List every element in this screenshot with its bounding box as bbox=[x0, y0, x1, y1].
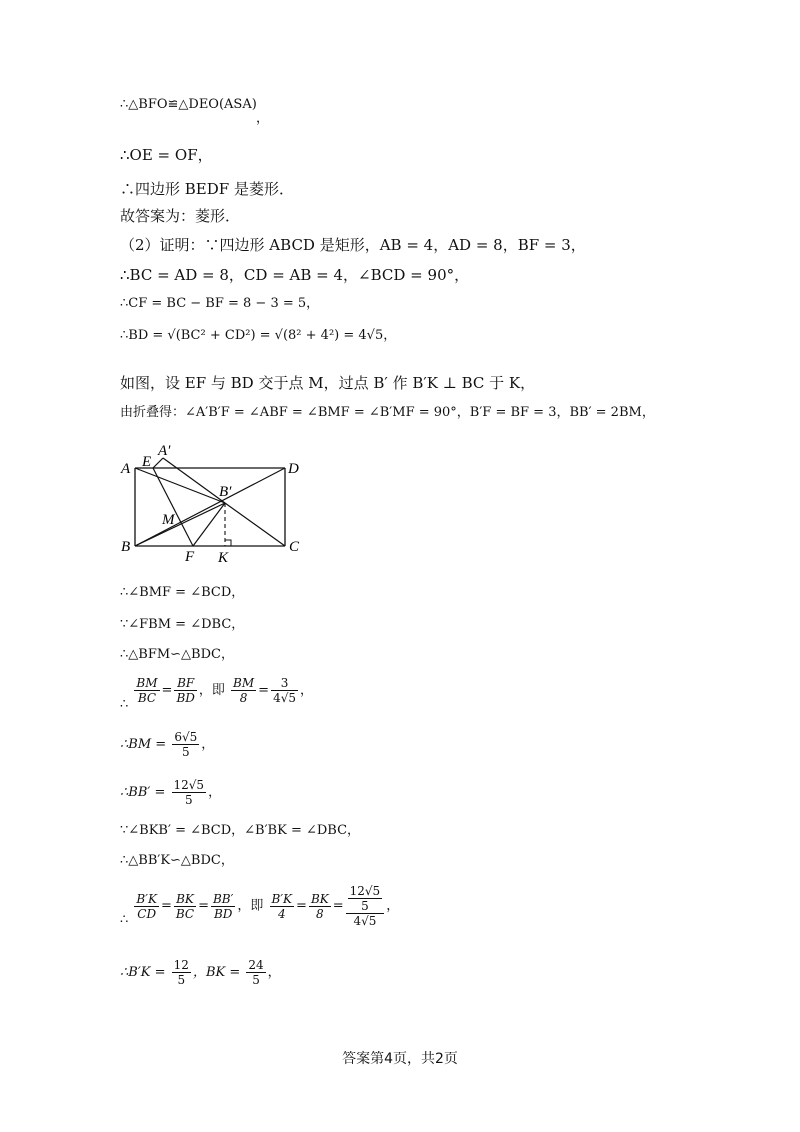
frac-bm-bc: $\frac{BM}{BC}$ bbox=[136, 676, 158, 705]
line-6: ∴BC = AD = 8，CD = AB = 4，∠BCD = 90°， bbox=[120, 266, 470, 284]
page-footer: 答案第4页，共2页 bbox=[342, 1051, 458, 1067]
line-17: ∵∠BKB′ = ∠BCD，∠B′BK = ∠DBC， bbox=[120, 823, 361, 838]
line-4: 故答案为：菱形． bbox=[120, 207, 241, 225]
line-14: ∴ $\frac{BM}{BC}$ = $\frac{BF}{BD}$ ，即 $\frac{BM}{8}$ = $\frac{3}{4√5}$ ， bbox=[120, 676, 313, 712]
segment-b1c bbox=[225, 503, 285, 546]
line-20: ∴B′K = $\frac{12}{5}$ ，BK = $\frac{24}{5}$ ， bbox=[120, 958, 281, 987]
frac-complex: $\frac{\frac{12√5}{5}}{4√5}$ bbox=[346, 884, 385, 928]
frac-bk-value: $\frac{12}{5}$ bbox=[173, 958, 189, 987]
label-d: D bbox=[288, 461, 299, 477]
label-e: E bbox=[142, 454, 152, 470]
line-15: ∴BM = $\frac{6√5}{5}$ ， bbox=[120, 730, 215, 759]
frac-bk-bc: $\frac{BK}{BC}$ bbox=[175, 891, 195, 921]
line-1: ∴△BFO≌△DEO(ASA) bbox=[120, 97, 257, 112]
frac-bf-bd: $\frac{BF}{BD}$ bbox=[176, 676, 195, 705]
line-10: 由折叠得：∠A′B′F = ∠ABF = ∠BMF = ∠B′MF = 90°，B′F = BF = 3，BB′ = 2BM， bbox=[120, 405, 655, 420]
label-b: B bbox=[121, 539, 131, 555]
line-9: 如图，设 EF 与 BD 交于点 M，过点 B′ 作 B′K ⊥ BC 于 K， bbox=[120, 374, 536, 392]
label-b1: B′ bbox=[219, 484, 232, 500]
line-11: ∴∠BMF = ∠BCD， bbox=[120, 585, 245, 600]
line-8: ∴BD = √(BC² + CD²) = √(8² + 4²) = 4√5， bbox=[120, 328, 397, 343]
label-a: A bbox=[121, 461, 131, 477]
segment-ab1 bbox=[135, 468, 225, 503]
frac-bk-cd: $\frac{B'K}{CD}$ bbox=[136, 891, 157, 921]
frac-bk2-value: $\frac{24}{5}$ bbox=[248, 958, 264, 987]
label-a1: A′ bbox=[158, 443, 171, 459]
frac-bk-4: $\frac{B'K}{4}$ bbox=[271, 891, 293, 921]
line-13: ∴△BFM∽△BDC， bbox=[120, 647, 234, 662]
segment-a1-b1 bbox=[163, 458, 225, 503]
segment-e-a1 bbox=[153, 458, 163, 468]
geometry-figure bbox=[115, 440, 315, 565]
line-7: ∴CF = BC − BF = 8 − 3 = 5， bbox=[120, 296, 320, 311]
line-18: ∴△BB′K∽△BDC， bbox=[120, 853, 234, 868]
label-m: M bbox=[162, 512, 175, 528]
frac-bm-value: $\frac{6√5}{5}$ bbox=[174, 730, 198, 759]
segment-bm bbox=[135, 503, 225, 546]
line-3: ∴四边形 BEDF 是菱形． bbox=[120, 180, 294, 198]
frac-bb-value: $\frac{12√5}{5}$ bbox=[173, 778, 205, 807]
line-5: （2）证明：∵四边形 ABCD 是矩形，AB = 4，AD = 8，BF = 3， bbox=[120, 236, 586, 254]
right-angle-mark bbox=[225, 540, 231, 546]
line-16: ∴BB′ = $\frac{12√5}{5}$ ， bbox=[120, 778, 222, 807]
diagonal-bd bbox=[135, 468, 285, 546]
label-k: K bbox=[218, 550, 229, 565]
frac-bm-8: $\frac{BM}{8}$ bbox=[233, 676, 255, 705]
frac-3-4r5: $\frac{3}{4√5}$ bbox=[273, 676, 296, 705]
frac-bk-8: $\frac{BK}{8}$ bbox=[310, 891, 329, 921]
frac-bb-bd: $\frac{BB'}{BD}$ bbox=[212, 891, 234, 921]
label-f: F bbox=[185, 549, 195, 565]
label-c: C bbox=[289, 539, 300, 555]
line-12: ∵∠FBM = ∠DBC， bbox=[120, 617, 245, 632]
segment-b1-f bbox=[193, 503, 225, 546]
line-19: ∴ $\frac{B'K}{CD}$ = $\frac{BK}{BC}$ = $\frac{BB'}{BD}$ ，即 $\frac{B'K}{4}$ = $\frac{BK}{8}$ = $\frac{\frac{12√5}{5}}{4√5}$ ， bbox=[120, 884, 400, 928]
line-1-comma: ， bbox=[256, 111, 270, 126]
line-2: ∴OE = OF， bbox=[120, 146, 213, 164]
